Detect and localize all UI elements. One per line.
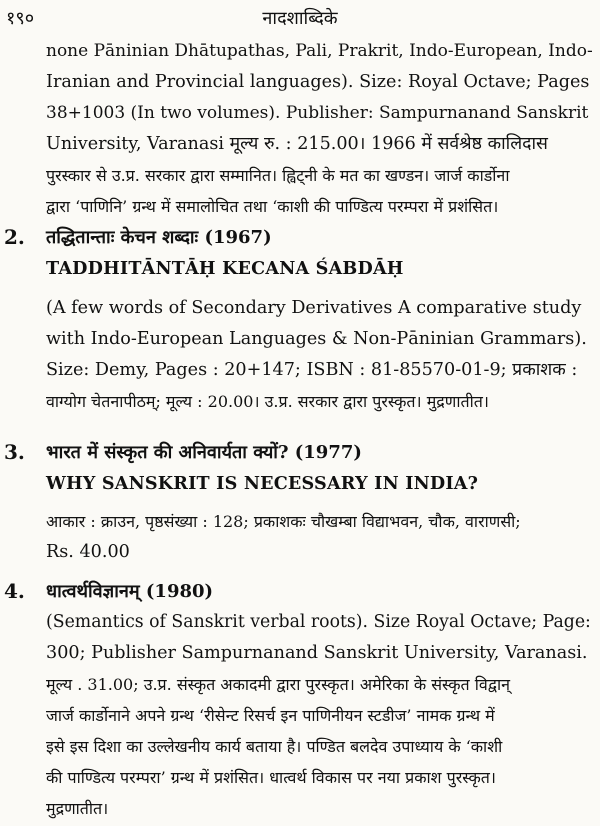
text-line: की पाण्डित्य परम्परा’ ग्रन्थ में प्रशंसित। धात्वर्थ विकास पर नया प्रकाश पुरस्कृत। xyxy=(46,768,496,787)
text-line: none Pāninian Dhātupathas, Pali, Prakrit, Indo-European, Indo- xyxy=(46,41,593,61)
entry-number: 2. xyxy=(4,225,25,249)
text-line: पुरस्कार से उ.प्र. सरकार द्वारा सम्मानित। ह्विट्नी के मत का खण्डन। जार्ज कार्डोना xyxy=(46,166,510,185)
entry-number: 4. xyxy=(4,579,25,603)
text-line: 300; Publisher Sampurnanand Sanskrit University, Varanasi. xyxy=(46,643,588,663)
text-line: वाग्योग चेतनापीठम्; मूल्य : 20.00। उ.प्र. सरकार द्वारा पुरस्कृत। मुद्रणातीत। xyxy=(46,392,489,411)
page-number: १९० xyxy=(6,8,35,29)
entry-roman-title: TADDHITĀNTĀḤ KECANA ŚABDĀḤ xyxy=(46,258,404,279)
entry-title: तद्धितान्ताः केचन शब्दाः (1967) xyxy=(46,227,272,248)
entry-2 xyxy=(46,222,594,417)
entry-3 xyxy=(46,437,594,568)
text-line: Rs. 40.00 xyxy=(46,542,130,562)
entry-number: 3. xyxy=(4,440,25,464)
page-header xyxy=(0,4,600,30)
text-line: (Semantics of Sanskrit verbal roots). Size Royal Octave; Page: xyxy=(46,612,591,632)
text-line: मुद्रणातीत। xyxy=(46,799,109,818)
text-line: इसे इस दिशा का उल्लेखनीय कार्य बताया है। पण्डित बलदेव उपाध्याय के ‘काशी xyxy=(46,737,503,756)
text-line: Size: Demy, Pages : 20+147; ISBN : 81-85570-01-9; प्रकाशक : xyxy=(46,360,578,380)
entry-roman-title: WHY SANSKRIT IS NECESSARY IN INDIA? xyxy=(46,473,479,494)
entry-1-continuation xyxy=(46,36,594,222)
text-line: Iranian and Provincial languages). Size: Royal Octave; Pages xyxy=(46,72,590,92)
text-line: 38+1003 (In two volumes). Publisher: Sampurnanand Sanskrit xyxy=(46,103,589,123)
text-line: आकार : क्राउन, पृष्ठसंख्या : 128; प्रकाशकः चौखम्बा विद्याभवन, चौक, वाराणसी; xyxy=(46,512,521,531)
text-line: मूल्य . 31.00; उ.प्र. संस्कृत अकादमी द्वारा पुरस्कृत। अमेरिका के संस्कृत विद्वान् xyxy=(46,675,511,694)
text-line: (A few words of Secondary Derivatives A comparative study xyxy=(46,298,582,318)
running-title: नादशाब्दिके xyxy=(262,8,338,29)
text-line: जार्ज कार्डोनाने अपने ग्रन्थ ‘रीसेन्ट रिसर्च इन पाणिनीयन स्टडीज’ नामक ग्रन्थ में xyxy=(46,706,495,725)
text-line: with Indo-European Languages & Non-Pāninian Grammars). xyxy=(46,329,587,349)
entry-title: धात्वर्थविज्ञानम् (1980) xyxy=(46,581,214,602)
text-line: द्वारा ‘पाणिनि’ ग्रन्थ में समालोचित तथा ‘काशी की पाण्डित्य परम्परा में प्रशंसित। xyxy=(46,197,499,216)
entry-title: भारत में संस्कृत की अनिवार्यता क्यों? (1977) xyxy=(46,442,362,463)
text-line: University, Varanasi मूल्य रु. : 215.00। 1966 में सर्वश्रेष्ठ कालिदास xyxy=(46,134,548,154)
entry-4 xyxy=(46,576,594,824)
